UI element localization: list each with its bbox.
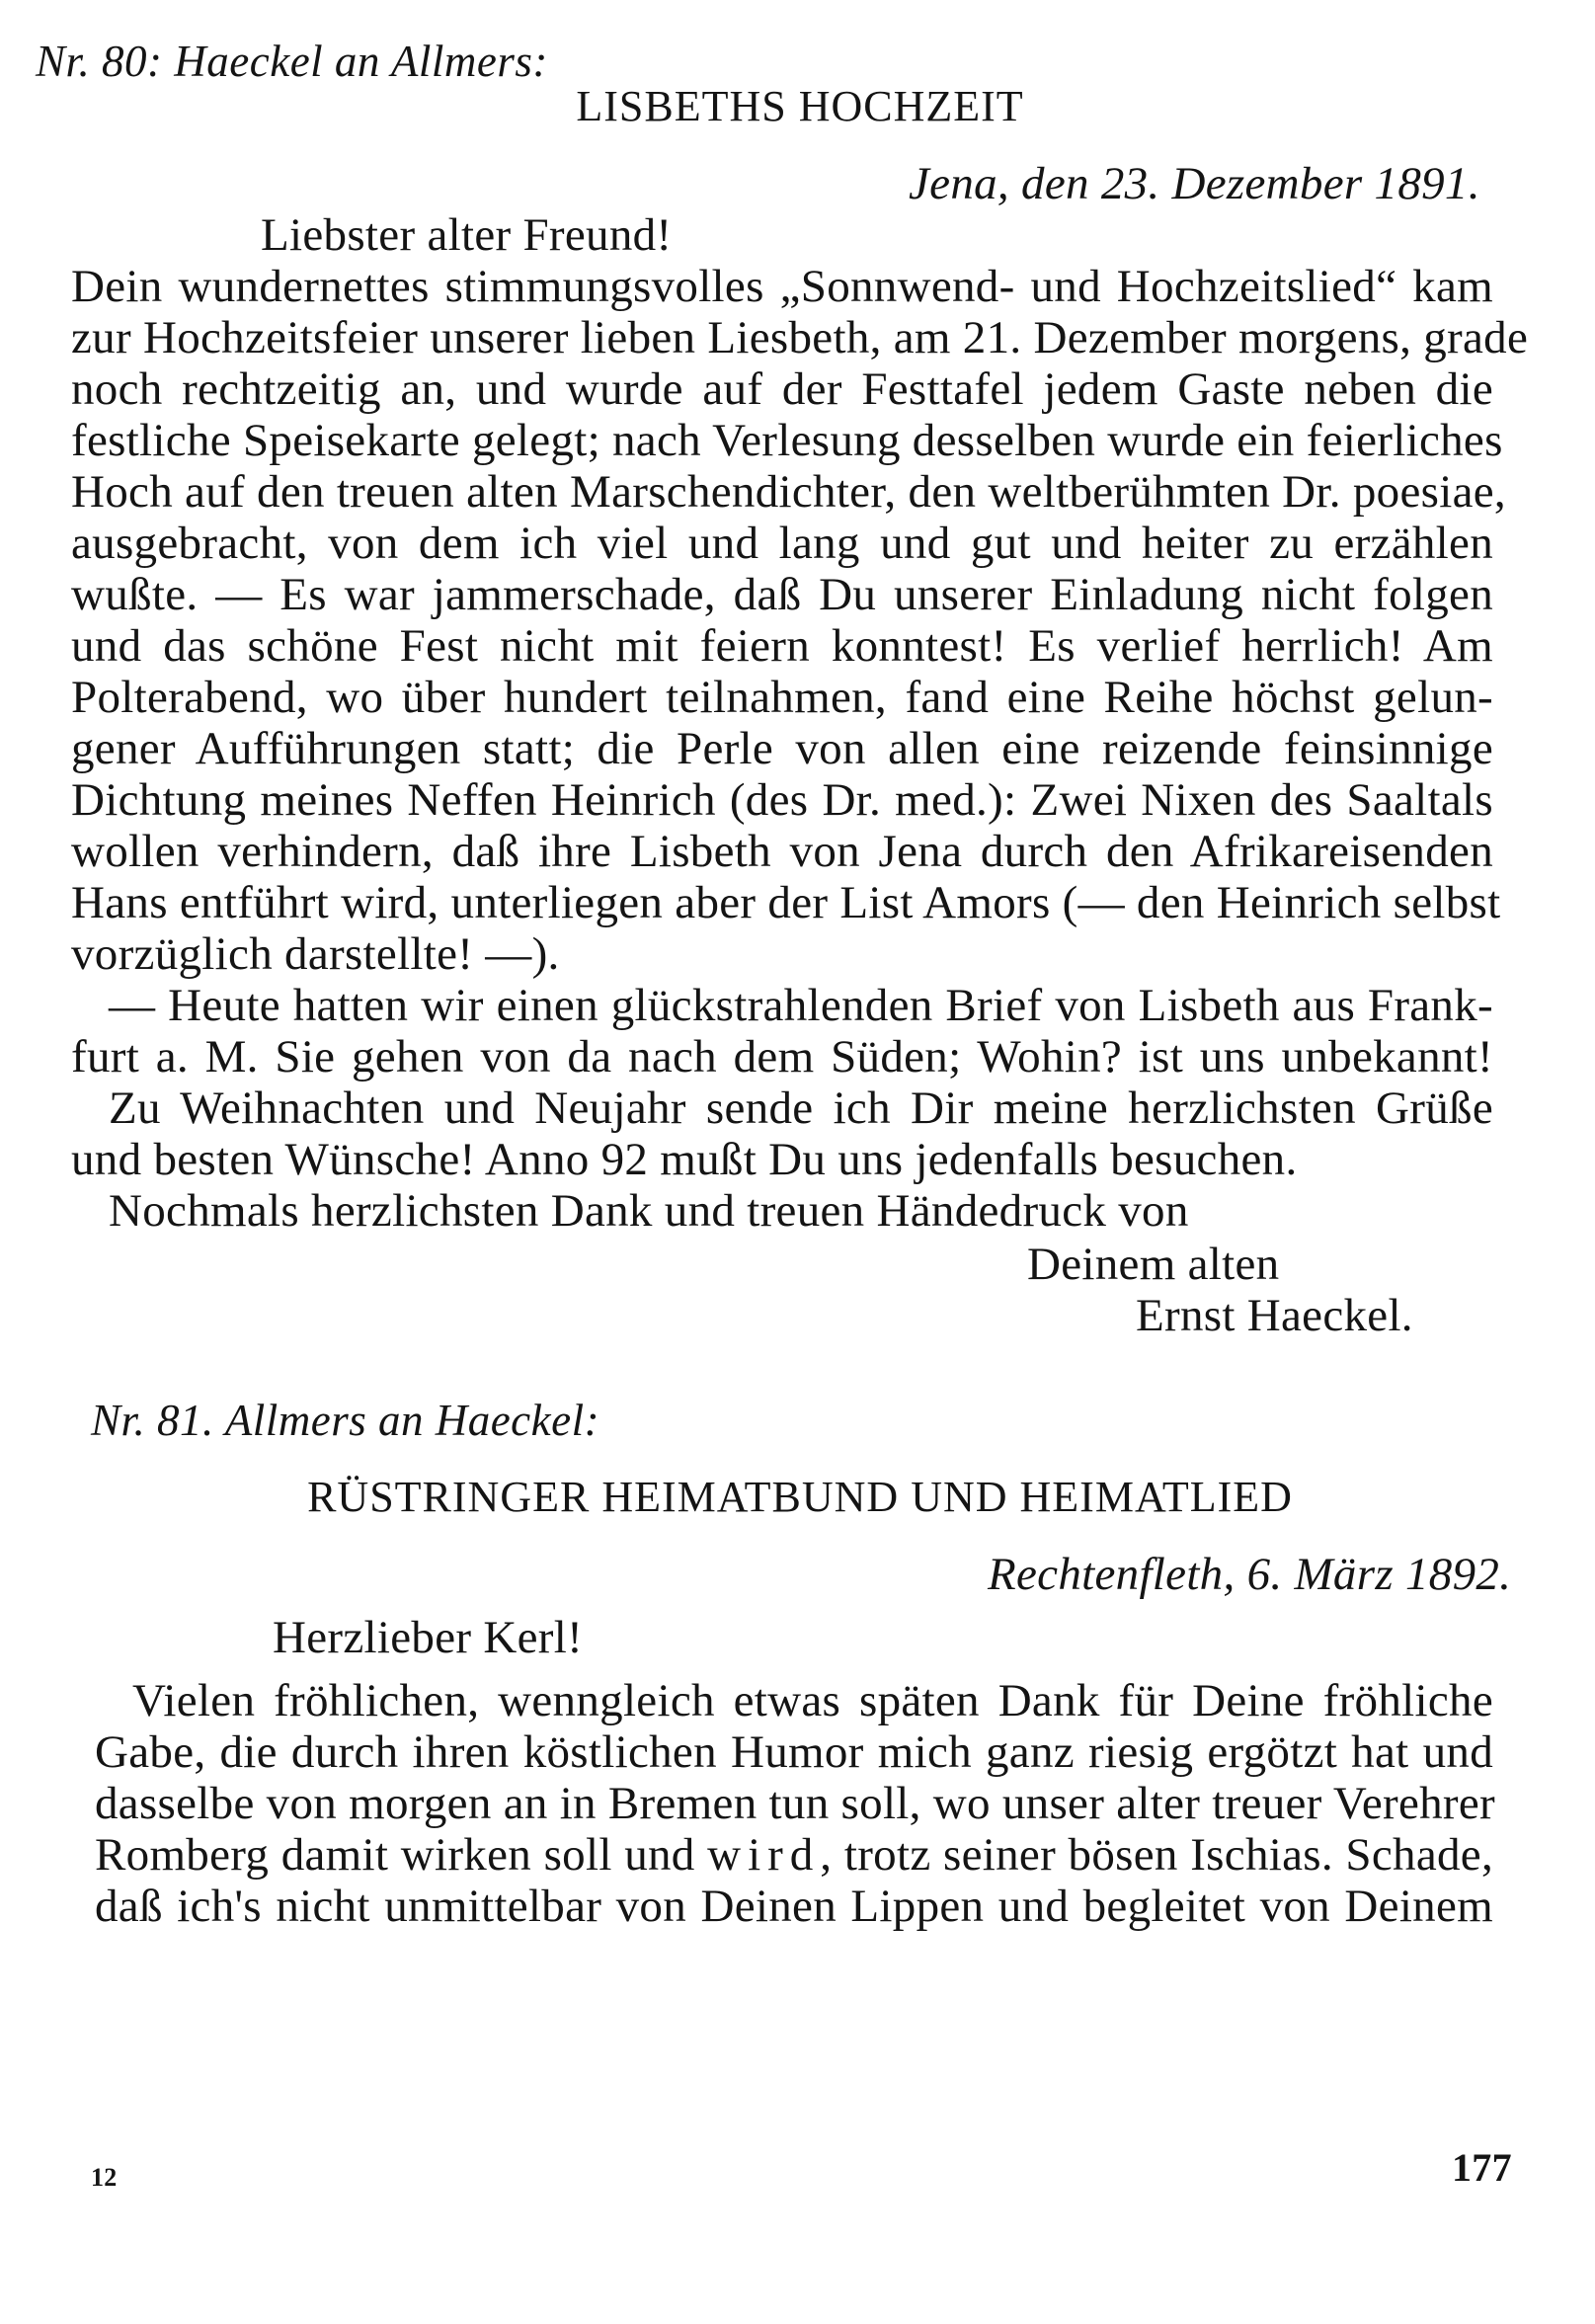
body-line: Zu Weihnachten und Neujahr sende ich Dir meine herzlichsten Grüße bbox=[109, 1082, 1493, 1134]
body-line: wollen verhindern, daß ihre Lisbeth von Jena durch den Afrikareisenden bbox=[71, 826, 1493, 877]
letter-header: Nr. 81. Allmers an Haeckel: bbox=[91, 1396, 600, 1445]
body-line: festliche Speisekarte gelegt; nach Verlesung desselben wurde ein feierliches bbox=[71, 415, 1503, 466]
letter-dateline: Rechtenfleth, 6. März 1892. bbox=[988, 1549, 1512, 1600]
body-line-last: vorzüglich darstellte! —). bbox=[71, 928, 560, 980]
body-line bbox=[95, 1827, 1493, 1883]
body-line: Hans entführt wird, unterliegen aber der List Amors (— den Heinrich selbst bbox=[71, 877, 1501, 928]
emphasized-word: wird bbox=[707, 1829, 821, 1881]
body-line: daß ich's nicht unmittelbar von Deinen Lippen und begleitet von Deinem bbox=[95, 1881, 1493, 1932]
letter-title: RÜSTRINGER HEIMATBUND UND HEIMATLIED bbox=[307, 1473, 1293, 1521]
body-line: Dein wundernettes stimmungsvolles „Sonnwend- und Hochzeitslied“ kam bbox=[71, 261, 1493, 312]
body-line: noch rechtzeitig an, und wurde auf der Festtafel jedem Gaste neben die bbox=[71, 363, 1493, 415]
letter-dateline: Jena, den 23. Dezember 1891. bbox=[909, 158, 1480, 209]
letter-salutation: Liebster alter Freund! bbox=[261, 209, 673, 261]
body-line: ausgebracht, von dem ich viel und lang und gut und heiter zu erzählen bbox=[71, 518, 1493, 569]
letter-header: Nr. 80: Haeckel an Allmers: bbox=[36, 37, 548, 86]
body-line: — Heute hatten wir einen glückstrahlenden Brief von Lisbeth aus Frank- bbox=[109, 980, 1493, 1031]
body-line: Vielen fröhlichen, wenngleich etwas späten Dank für Deine fröhliche bbox=[132, 1675, 1493, 1726]
letter-closing: Deinem alten bbox=[1027, 1239, 1280, 1290]
signature-mark: 12 bbox=[91, 2163, 118, 2192]
letter-signature: Ernst Haeckel. bbox=[1136, 1290, 1413, 1341]
body-line: und das schöne Fest nicht mit feiern konntest! Es verlief herrlich! Am bbox=[71, 620, 1493, 672]
body-line: zur Hochzeitsfeier unserer lieben Liesbeth, am 21. Dezember morgens, grade bbox=[71, 312, 1529, 363]
letter-title: LISBETHS HOCHZEIT bbox=[576, 82, 1024, 130]
letter-salutation: Herzlieber Kerl! bbox=[273, 1612, 584, 1663]
body-line: Gabe, die durch ihren köstlichen Humor mich ganz riesig ergötzt hat und bbox=[95, 1726, 1493, 1778]
page-number: 177 bbox=[1452, 2145, 1512, 2190]
body-text: Romberg damit wirken soll und bbox=[95, 1829, 708, 1881]
body-line: Hoch auf den treuen alten Marschendichter, den weltberühmten Dr. poesiae, bbox=[71, 466, 1506, 518]
body-line: und besten Wünsche! Anno 92 mußt Du uns jedenfalls besuchen. bbox=[71, 1134, 1298, 1185]
body-text: , trotz seiner bösen Ischias. Schade, bbox=[820, 1829, 1493, 1881]
body-line: gener Aufführungen statt; die Perle von allen eine reizende feinsinnige bbox=[71, 723, 1493, 774]
body-line: Nochmals herzlichsten Dank und treuen Händedruck von bbox=[109, 1185, 1189, 1237]
body-line: Polterabend, wo über hundert teilnahmen, fand eine Reihe höchst gelun- bbox=[71, 672, 1493, 723]
body-line: wußte. — Es war jammerschade, daß Du unserer Einladung nicht folgen bbox=[71, 569, 1493, 620]
body-line: Dichtung meines Neffen Heinrich (des Dr. med.): Zwei Nixen des Saaltals bbox=[71, 774, 1493, 826]
body-line: furt a. M. Sie gehen von da nach dem Süden; Wohin? ist uns unbekannt! bbox=[71, 1031, 1493, 1082]
body-line: dasselbe von morgen an in Bremen tun soll, wo unser alter treuer Verehrer bbox=[95, 1778, 1495, 1829]
